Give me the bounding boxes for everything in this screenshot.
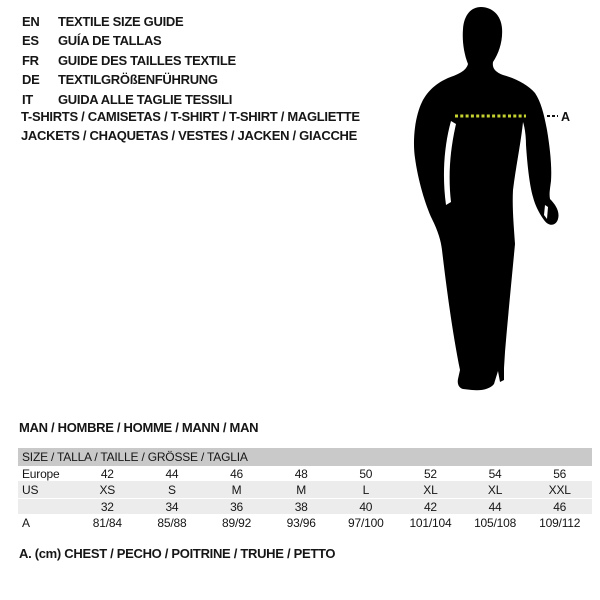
table-cell: 46 <box>553 499 567 514</box>
row-label: A <box>22 516 30 530</box>
man-silhouette <box>400 0 580 400</box>
language-row-de <box>22 70 236 89</box>
table-cell: XL <box>423 482 438 497</box>
lang-label: TEXTILE SIZE GUIDE <box>58 14 184 29</box>
table-cell: S <box>168 482 176 497</box>
size-table <box>18 448 592 532</box>
lang-label: GUIDA ALLE TAGLIE TESSILI <box>58 91 233 107</box>
table-cell: 48 <box>294 466 308 481</box>
table-cell: M <box>296 482 307 497</box>
table-cell: 89/92 <box>222 516 252 530</box>
row-label: US <box>22 482 39 497</box>
table-cell: 34 <box>165 499 179 514</box>
category-jackets: JACKETS / CHAQUETAS / VESTES / JACKEN / GIACCHE <box>21 128 357 144</box>
language-row-en <box>22 12 236 31</box>
table-cell: 36 <box>230 499 244 514</box>
table-cell: L <box>362 482 370 497</box>
lang-code: EN <box>22 14 40 29</box>
row-label: Europe <box>22 466 60 481</box>
language-row-fr <box>22 51 236 70</box>
lang-code: FR <box>22 52 39 68</box>
table-header: SIZE / TALLA / TAILLE / GRÖSSE / TAGLIA <box>18 448 592 466</box>
table-cell: 40 <box>359 499 373 514</box>
table-cell: 50 <box>359 466 373 481</box>
table-row-us-numeric <box>18 498 592 514</box>
lang-label: GUÍA DE TALLAS <box>58 33 162 49</box>
table-cell: 38 <box>294 499 308 514</box>
table-cell: 42 <box>423 499 437 514</box>
man-silhouette-shape <box>414 7 559 390</box>
table-cell: 44 <box>165 466 179 481</box>
table-cell: XS <box>99 482 116 497</box>
lang-label: TEXTILGRÖßENFÜHRUNG <box>58 72 218 88</box>
category-tshirts: T-SHIRTS / CAMISETAS / T-SHIRT / T-SHIRT / MAGLIETTE <box>21 109 360 124</box>
table-cell: 101/104 <box>409 516 452 530</box>
section-title-man: MAN / HOMBRE / HOMME / MANN / MAN <box>19 420 259 435</box>
lang-code: ES <box>22 33 39 49</box>
table-cell: 56 <box>553 466 567 481</box>
table-cell: XXL <box>548 482 571 497</box>
table-cell: 81/84 <box>92 516 122 530</box>
table-row-europe <box>18 466 592 481</box>
table-row-us <box>18 481 592 498</box>
lang-label: GUIDE DES TAILLES TEXTILE <box>58 52 236 68</box>
table-cell: 42 <box>100 466 114 481</box>
table-cell: 44 <box>488 499 502 514</box>
table-row-chest-cm <box>18 514 592 532</box>
category-list <box>21 107 360 146</box>
measure-label-a: A <box>561 110 571 124</box>
table-cell: 97/100 <box>348 516 384 530</box>
table-cell: 32 <box>100 499 114 514</box>
table-cell: 54 <box>488 466 502 481</box>
table-cell: 85/88 <box>157 516 187 530</box>
table-cell: 105/108 <box>474 516 517 530</box>
table-cell: 46 <box>230 466 244 481</box>
language-row-es <box>22 31 236 50</box>
language-list <box>22 12 236 109</box>
table-cell: 93/96 <box>286 516 316 530</box>
table-cell: XL <box>487 482 503 497</box>
measurement-footnote: A. (cm) CHEST / PECHO / POITRINE / TRUHE / PETTO <box>19 546 336 561</box>
lang-code: DE <box>22 72 40 88</box>
table-cell: 52 <box>423 466 437 481</box>
table-cell: M <box>231 482 242 497</box>
lang-code: IT <box>22 91 33 107</box>
table-cell: 109/112 <box>539 516 581 530</box>
